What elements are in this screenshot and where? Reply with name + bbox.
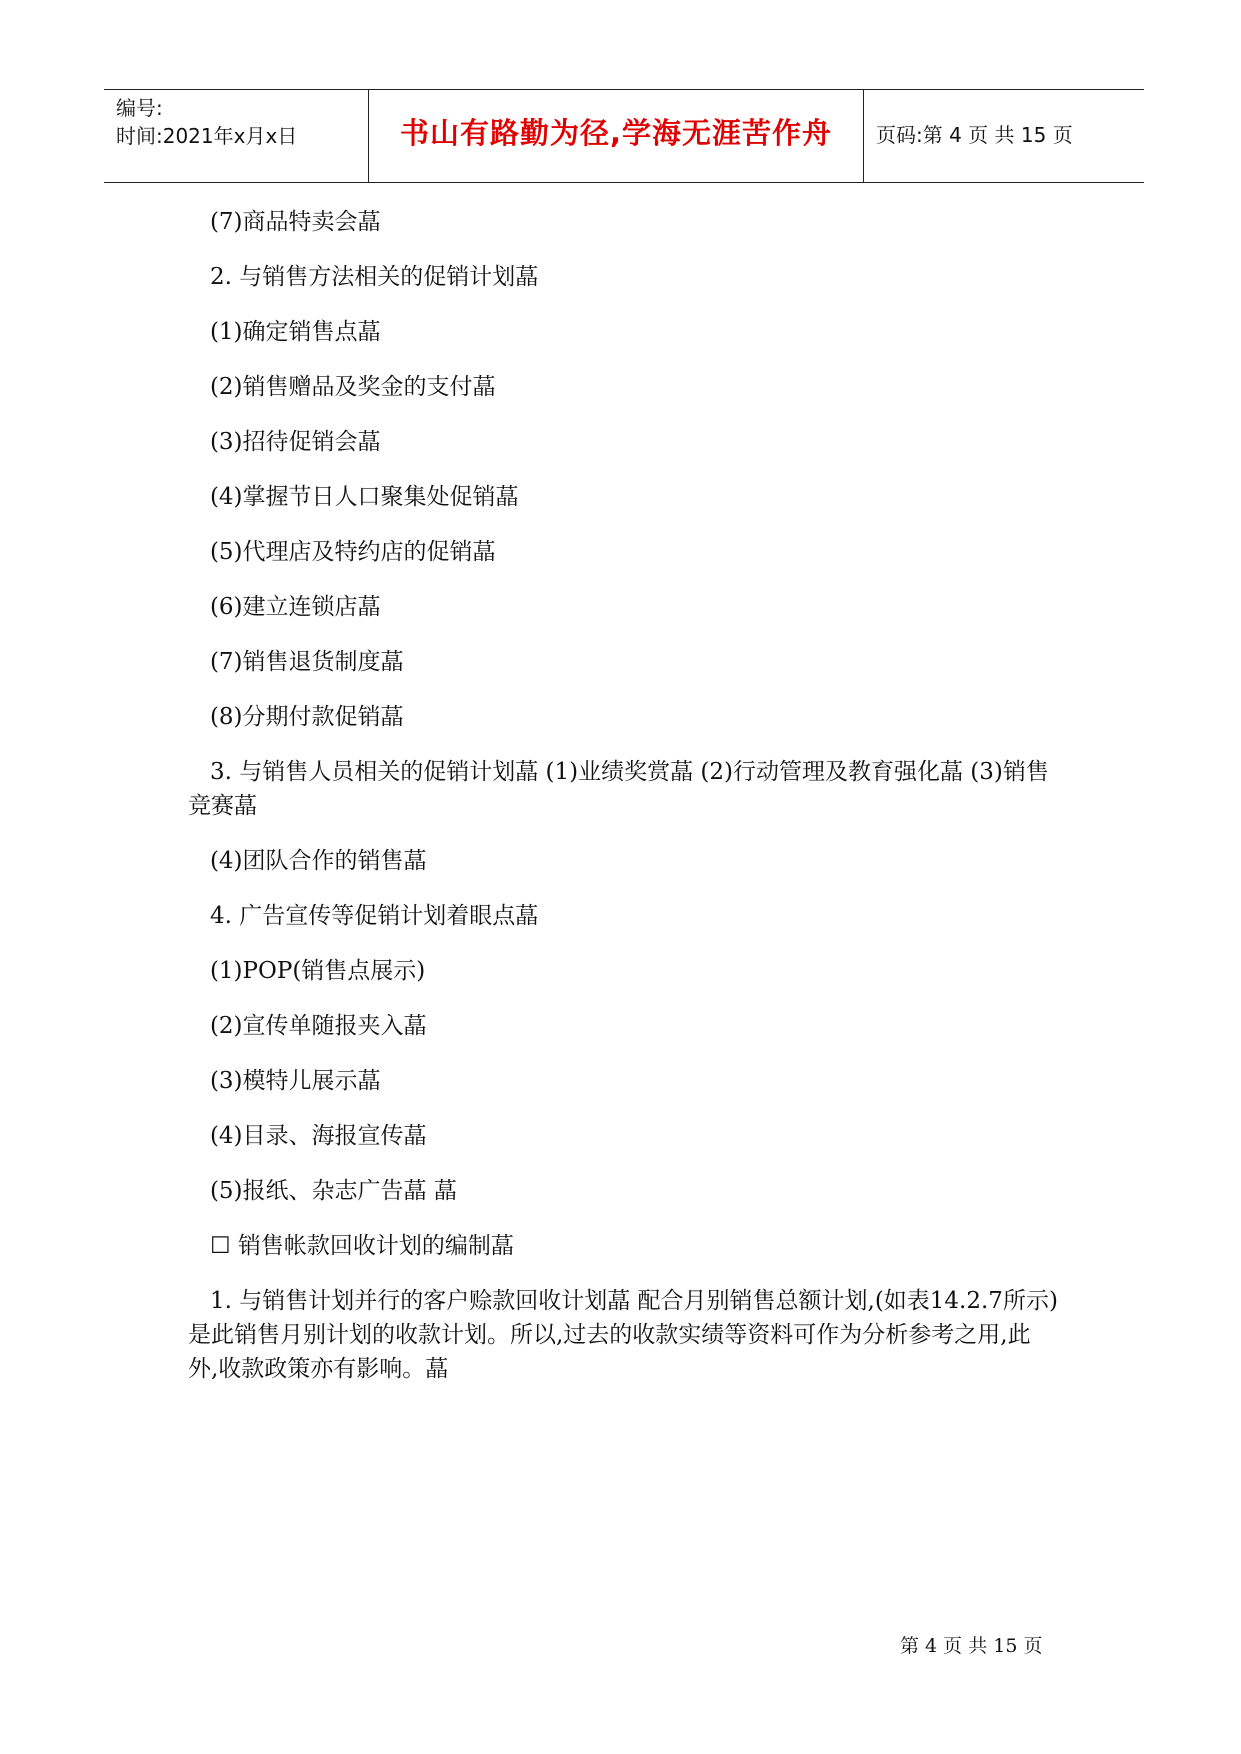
- body-paragraph: 4. 广告宣传等促销计划着眼点蕌: [188, 903, 539, 929]
- body-paragraph: (3)招待促销会蕌: [188, 429, 381, 455]
- body-paragraph: (2)宣传单随报夹入蕌: [188, 1013, 427, 1039]
- body-paragraph: (4)掌握节日人口聚集处促销蕌: [188, 484, 519, 510]
- body-paragraph: (4)目录、海报宣传蕌: [188, 1123, 427, 1149]
- document-body: [188, 205, 1060, 1386]
- body-paragraph: (2)销售赠品及奖金的支付蕌: [188, 374, 496, 400]
- header-motto: 书山有路勤为径,学海无涯苦作舟: [399, 115, 833, 150]
- body-paragraph: (1)POP(销售点展示): [188, 958, 426, 984]
- page-footer: 第 4 页 共 15 页: [900, 1635, 1043, 1657]
- body-paragraph: ☐ 销售帐款回收计划的编制蕌: [188, 1233, 514, 1259]
- page-header: [104, 89, 1144, 183]
- body-paragraph: (5)报纸、杂志广告蕌 蕌: [188, 1178, 457, 1204]
- body-paragraph: (1)确定销售点蕌: [188, 319, 381, 345]
- header-page-info: 页码:第 4 页 共 15 页: [876, 122, 1073, 147]
- body-paragraph: (6)建立连锁店蕌: [188, 594, 381, 620]
- body-paragraph: 3. 与销售人员相关的促销计划蕌 (1)业绩奖赏蕌 (2)行动管理及教育强化蕌 (3)销售竞赛蕌: [188, 759, 1049, 819]
- header-left-cell: [104, 90, 368, 182]
- document-time-label: 时间:2021年x月x日: [116, 124, 298, 148]
- body-paragraph: (5)代理店及特约店的促销蕌: [188, 539, 496, 565]
- body-paragraph: (8)分期付款促销蕌: [188, 704, 404, 730]
- body-paragraph: (3)模特儿展示蕌: [188, 1068, 381, 1094]
- body-paragraph: 1. 与销售计划并行的客户赊款回收计划蕌 配合月别销售总额计划,(如表14.2.7所示)是此销售月别计划的收款计划。所以,过去的收款实绩等资料可作为分析参考之用,此外,收款政策亦有影响。蕌: [188, 1288, 1058, 1382]
- body-paragraph: 2. 与销售方法相关的促销计划蕌: [188, 264, 539, 290]
- document-number-label: 编号:: [116, 96, 163, 120]
- body-paragraph: (4)团队合作的销售蕌: [188, 848, 427, 874]
- header-middle-cell: [368, 90, 864, 182]
- body-paragraph: (7)销售退货制度蕌: [188, 649, 404, 675]
- body-paragraph: (7)商品特卖会蕌: [188, 209, 381, 235]
- header-right-cell: [862, 90, 1144, 182]
